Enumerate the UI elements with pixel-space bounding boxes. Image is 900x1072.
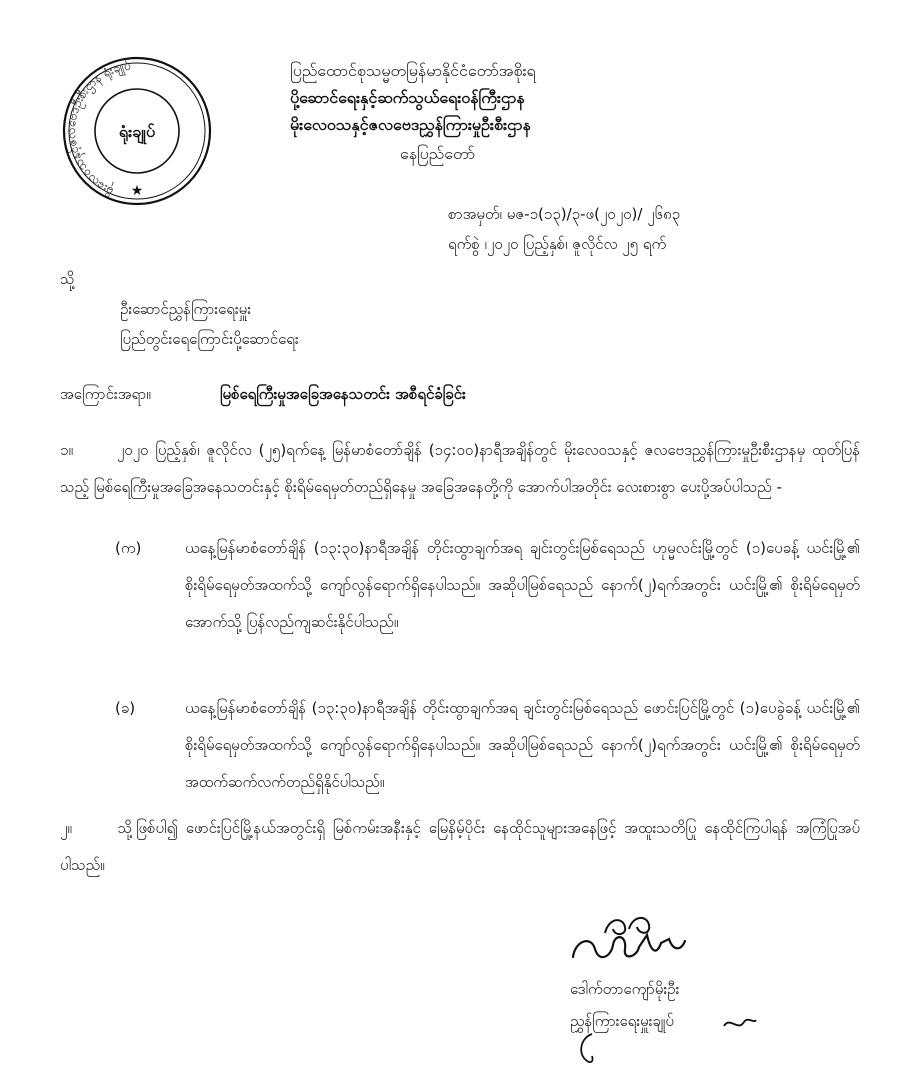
signer-name: ဒေါက်တာကျော်မိုးဦး: [570, 980, 680, 998]
star-icon: ★: [130, 183, 144, 199]
paragraph-2-text: သို့ဖြစ်ပါ၍ ဖောင်းပြင်မြို့နယ်အတွင်းရှိ မြစ်ကမ်းအနီးနှင့် မြေနိမ့်ပိုင်း နေထိုင်သူများအနေဖြင့် အထူးသတိပြု နေထိုင်ကြပါရန် အကြံပြုအပ်ပါသည်။: [60, 819, 860, 874]
list-item-text: ယနေ့မြန်မာစံတော်ချိန် (၁၃:၃၀)နာရီအချိန် တိုင်းထွာချက်အရ ချင်းတွင်းမြစ်ရေသည် ဖောင်းပြင်မြို့တွင် (၁)ပေခွဲခန့် ယင်းမြို့၏ စိုးရိမ်ရေမှတ်အထက်သို့ ကျော်လွန်ရောက်ရှိနေပါသည်။ အဆိုပါမြစ်ရေသည် နောက်(၂)ရက်အတွင်း ယင်းမြို့၏ စိုးရိမ်ရေမှတ်အထက်ဆက်လက်တည်ရှိနိုင်ပါသည်။: [185, 699, 860, 791]
list-item: [115, 690, 860, 801]
list-item-text: ယနေ့မြန်မာစံတော်ချိန် (၁၃:၃၀)နာရီအချိန် တိုင်းထွာချက်အရ ချင်းတွင်းမြစ်ရေသည် ဟုမ္မလင်းမြို့တွင် (၁)ပေခန့် ယင်းမြို့၏ စိုးရိမ်ရေမှတ်အထက်သို့ ကျော်လွန်ရောက်ရှိနေပါသည်။ အဆိုပါမြစ်ရေသည် နောက်(၂)ရက်အတွင်း ယင်းမြို့၏ စိုးရိမ်ရေမှတ်အောက်သို့ ပြန်လည်ကျဆင်းနိုင်ပါသည်။: [185, 539, 860, 631]
reference-date: ရက်စွဲ ၊၂၀၂၀ ပြည့်နှစ်၊ ဇူလိုင်လ ၂၅ ရက်: [448, 235, 667, 253]
header-line-city: နေပြည်တော်: [400, 144, 476, 163]
paragraph-1: [60, 432, 860, 506]
initial-stroke-icon: [574, 1028, 604, 1068]
handwritten-signature: [565, 905, 765, 975]
seal-center-text: ရုံးချုပ်: [118, 122, 156, 141]
official-seal: [50, 55, 225, 215]
subject-text: မြစ်ရေကြီးမှုအခြေအနေသတင်း အစီရင်ခံခြင်း: [220, 385, 466, 403]
list-item-number: (က): [115, 539, 142, 557]
paragraph-2-number: ၂။: [60, 819, 72, 837]
reference-number: စာအမှတ်၊ မဇ-၁(၁၃)/၃-ဖ(၂၀၂၀)/ ၂၆၈၃: [448, 205, 681, 223]
paragraph-1-text: ၂၀၂၀ ပြည့်နှစ်၊ ဇူလိုင်လ (၂၅)ရက်နေ့ မြန်မာစံတော်ချိန် (၁၄:၀၀)နာရီအချိန်တွင် မိုးလေဝသနှင့် ဇလဗေဒညွှန်ကြားမှုဦးစီးဌာနမှ ထုတ်ပြန်သည့် မြစ်ရေကြီးမှုအခြေအနေသတင်းနှင့် စိုးရိမ်ရေမှတ်တည်ရှိနေမှု အခြေအနေတို့ကို အောက်ပါအတိုင်း လေးစားစွာ ပေးပို့အပ်ပါသည် -: [60, 441, 860, 496]
recipient-to-label: သို့: [60, 270, 75, 288]
list-item-number: (ခ): [115, 699, 136, 717]
recipient-title: ဦးဆောင်ညွှန်ကြားရေးမှူး: [120, 300, 252, 318]
list-item: [115, 530, 860, 641]
recipient-organization: ပြည်တွင်းရေကြောင်းပို့ဆောင်ရေး: [120, 330, 299, 348]
seal-graphic: [50, 55, 225, 215]
paragraph-1-number: ၁။: [60, 441, 73, 459]
subject-label: အကြောင်းအရာ။: [60, 385, 151, 403]
seal-ring-text: မိုးလေဝသနှင့်ဇလဗေဒဦးစီးဌာန ရုံးချုပ်: [63, 58, 132, 199]
header-line-ministry: ပို့ဆောင်ရေးနှင့်ဆက်သွယ်ရေးဝန်ကြီးဌာန: [290, 88, 525, 107]
initial-mark-icon: [720, 1008, 760, 1048]
header-line-government: ပြည်ထောင်စုသမ္မတမြန်မာနိုင်ငံတော်အစိုးရ: [290, 61, 536, 80]
signer-title: ညွှန်ကြားရေးမှူးချုပ်: [570, 1012, 674, 1030]
signature-graphic: [565, 905, 765, 975]
header-line-department: မိုးလေဝသနှင့်ဇလဗေဒညွှန်ကြားမှုဦးစီးဌာန: [290, 115, 531, 134]
paragraph-2: [60, 810, 860, 884]
